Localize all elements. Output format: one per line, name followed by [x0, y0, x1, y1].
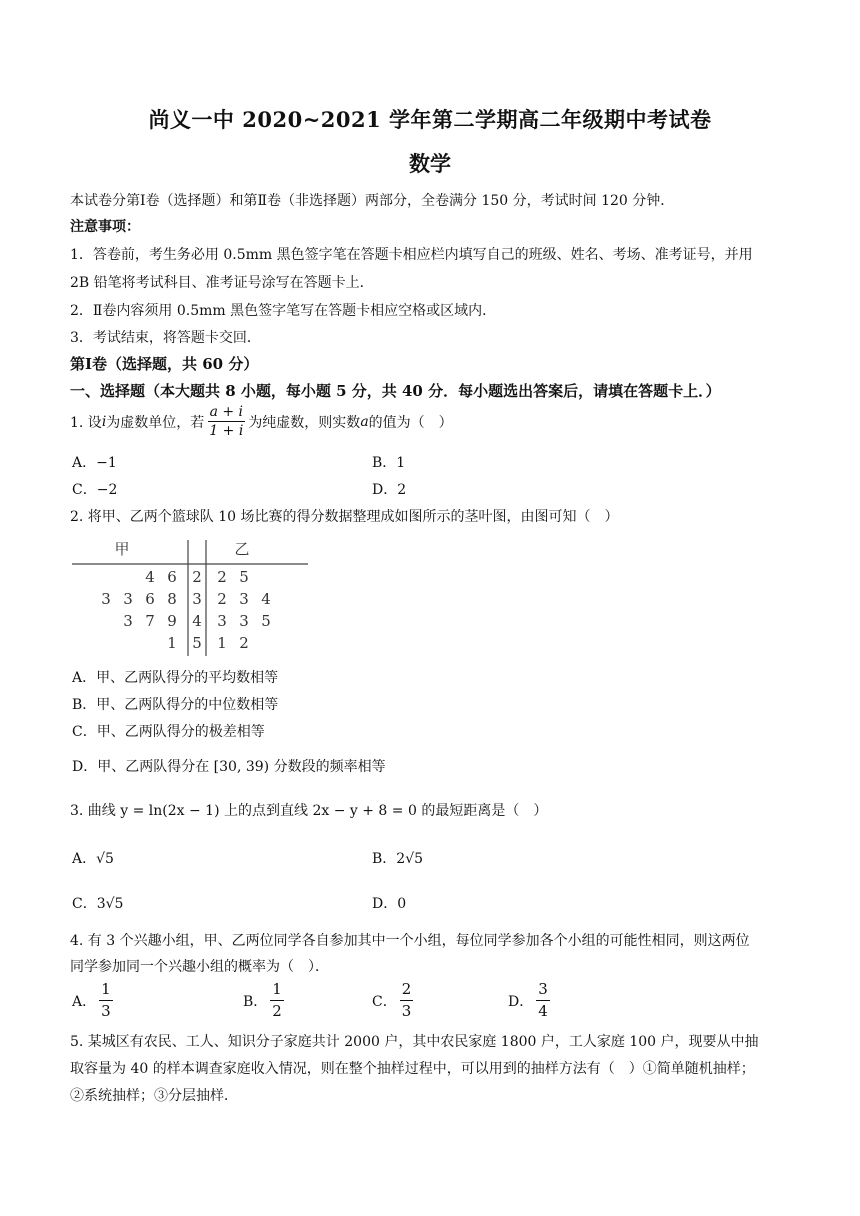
question-4-line-2: 同学参加同一个兴趣小组的概率为（ ）． [70, 959, 329, 975]
stem-plot-stem: 5 [192, 634, 202, 652]
q4-option-d-letter: D． [508, 993, 534, 1010]
q4-option-d-denominator: 4 [538, 1002, 548, 1020]
q4-option-a-letter: A． [72, 993, 97, 1010]
q3-option-d: D．0 [372, 896, 407, 912]
q4-option-b-fraction [270, 980, 284, 1021]
q4-option-b [243, 980, 287, 1021]
notes-heading: 注意事项： [70, 219, 140, 235]
q4-option-a-fraction [99, 980, 113, 1021]
q1-var-a: a [360, 413, 369, 430]
q4-option-d-numerator: 3 [536, 980, 550, 1001]
section-one-heading: 一、选择题（本大题共 8 小题，每小题 5 分，共 40 分．每小题选出答案后，请填在答题卡上．） [70, 382, 721, 400]
stem-plot-left-leaf: 3 [123, 612, 133, 630]
q4-option-a-denominator: 3 [101, 1002, 111, 1020]
q4-option-c-numerator: 2 [400, 980, 414, 1001]
q1-mid: 为虚数单位，若 [106, 414, 205, 431]
stem-plot-right-leaf: 1 [217, 634, 227, 652]
stem-plot-right-leaf: 3 [239, 590, 249, 608]
stem-plot-left-leaf: 9 [167, 612, 177, 630]
stem-plot-left-leaf: 3 [123, 590, 133, 608]
notes-item-1-line-2: 2B 铅笔将考试科目、准考证号涂写在答题卡上． [70, 275, 374, 291]
stem-plot-right-leaf: 5 [261, 612, 271, 630]
stem-plot-left-leaf: 8 [167, 590, 177, 608]
q1-option-d: D．2 [372, 482, 407, 498]
stem-plot-left-leaf: 6 [167, 568, 177, 586]
q1-fraction-denominator: 1 + i [209, 423, 244, 439]
q3-option-c: C．3√5 [72, 896, 124, 912]
question-5-line-2: 取容量为 40 的样本调查家庭收入情况，则在整个抽样过程中，可以用到的抽样方法有（ ）①简单随机抽样； [70, 1061, 755, 1077]
q3-option-b: B．2√5 [372, 851, 424, 867]
question-1 [70, 404, 453, 439]
q2-option-a: A．甲、乙两队得分的平均数相等 [72, 670, 279, 686]
q1-prefix: 1. 设 [70, 414, 102, 431]
q4-option-c-fraction [400, 980, 414, 1021]
stem-plot-left-leaf: 7 [145, 612, 155, 630]
stem-plot-left-leaf: 4 [145, 568, 155, 586]
stem-plot-left-leaf: 1 [167, 634, 177, 652]
q1-option-a: A．−1 [72, 455, 117, 471]
q4-option-b-numerator: 1 [270, 980, 284, 1001]
q4-option-d [508, 980, 553, 1021]
q4-option-c-denominator: 3 [401, 1002, 412, 1020]
stem-plot-right-leaf: 5 [239, 568, 249, 586]
exam-title: 尚义一中 2020~2021 学年第二学期高二年级期中考试卷 [148, 107, 712, 132]
notes-item-3: 3．考试结束，将答题卡交回． [70, 330, 261, 346]
question-3: 3. 曲线 y = ln(2x − 1) 上的点到直线 2x − y + 8 = 0 的最短距离是（ ） [70, 803, 548, 819]
stem-plot-stem: 3 [192, 590, 202, 608]
q2-option-b: B．甲、乙两队得分的中位数相等 [72, 697, 279, 713]
notes-item-1-line-1: 1．答卷前，考生务必用 0.5mm 黑色签字笔在答题卡相应栏内填写自己的班级、姓名、考场、准考证号，并用 [70, 247, 753, 263]
q1-fraction-numerator: a + i [209, 404, 244, 420]
stem-plot-left-leaf: 3 [101, 590, 111, 608]
q4-option-a [72, 980, 116, 1021]
part-one-heading: 第Ⅰ卷（选择题，共 60 分） [70, 355, 259, 373]
stem-plot-right-leaf: 4 [261, 590, 271, 608]
stem-leaf-plot [72, 538, 312, 658]
subject-title: 数学 [409, 151, 451, 176]
q1-post: 为纯虚数，则实数 [248, 414, 361, 431]
q4-option-b-letter: B． [243, 993, 268, 1010]
stem-plot-left-leaf: 6 [145, 590, 155, 608]
q2-option-d: D．甲、乙两队得分在 [30, 39) 分数段的频率相等 [72, 759, 386, 775]
notes-item-2: 2．Ⅱ卷内容须用 0.5mm 黑色签字笔写在答题卡相应空格或区域内． [70, 303, 497, 319]
stem-plot-right-leaf: 2 [217, 590, 227, 608]
q1-option-c: C．−2 [72, 482, 118, 498]
q4-option-a-numerator: 1 [99, 980, 113, 1001]
q1-option-b: B．1 [372, 455, 406, 471]
q4-option-c-letter: C． [372, 993, 397, 1010]
stem-plot-stem: 4 [192, 612, 202, 630]
exam-intro: 本试卷分第Ⅰ卷（选择题）和第Ⅱ卷（非选择题）两部分，全卷满分 150 分，考试时间 120 分钟． [70, 193, 675, 209]
q4-option-c [372, 980, 416, 1021]
stem-plot-stem: 2 [192, 568, 202, 586]
stem-plot-header-right: 乙 [234, 540, 250, 558]
q1-var-i: i [101, 413, 107, 430]
question-5-line-1: 5. 某城区有农民、工人、知识分子家庭共计 2000 户，其中农民家庭 1800 户，工人家庭 100 户，现要从中抽 [70, 1034, 759, 1050]
q1-fraction [207, 404, 245, 439]
question-4-line-1: 4. 有 3 个兴趣小组，甲、乙两位同学各自参加其中一个小组，每位同学参加各个小组的可能性相同，则这两位 [70, 933, 750, 949]
q4-option-b-denominator: 2 [272, 1002, 282, 1020]
question-5-line-3: ②系统抽样；③分层抽样． [70, 1088, 238, 1104]
q1-end: 的值为（ ） [368, 414, 453, 431]
stem-plot-right-leaf: 2 [239, 634, 249, 652]
q3-option-a: A．√5 [72, 851, 114, 867]
stem-plot-rows [101, 568, 271, 652]
stem-plot-right-leaf: 3 [239, 612, 249, 630]
stem-plot-right-leaf: 2 [217, 568, 227, 586]
stem-plot-header-left: 甲 [114, 540, 130, 558]
stem-plot-right-leaf: 3 [217, 612, 227, 630]
question-2: 2. 将甲、乙两个篮球队 10 场比赛的得分数据整理成如图所示的茎叶图，由图可知（ ） [70, 509, 619, 525]
q4-option-d-fraction [536, 980, 550, 1021]
q2-option-c: C．甲、乙两队得分的极差相等 [72, 724, 265, 740]
